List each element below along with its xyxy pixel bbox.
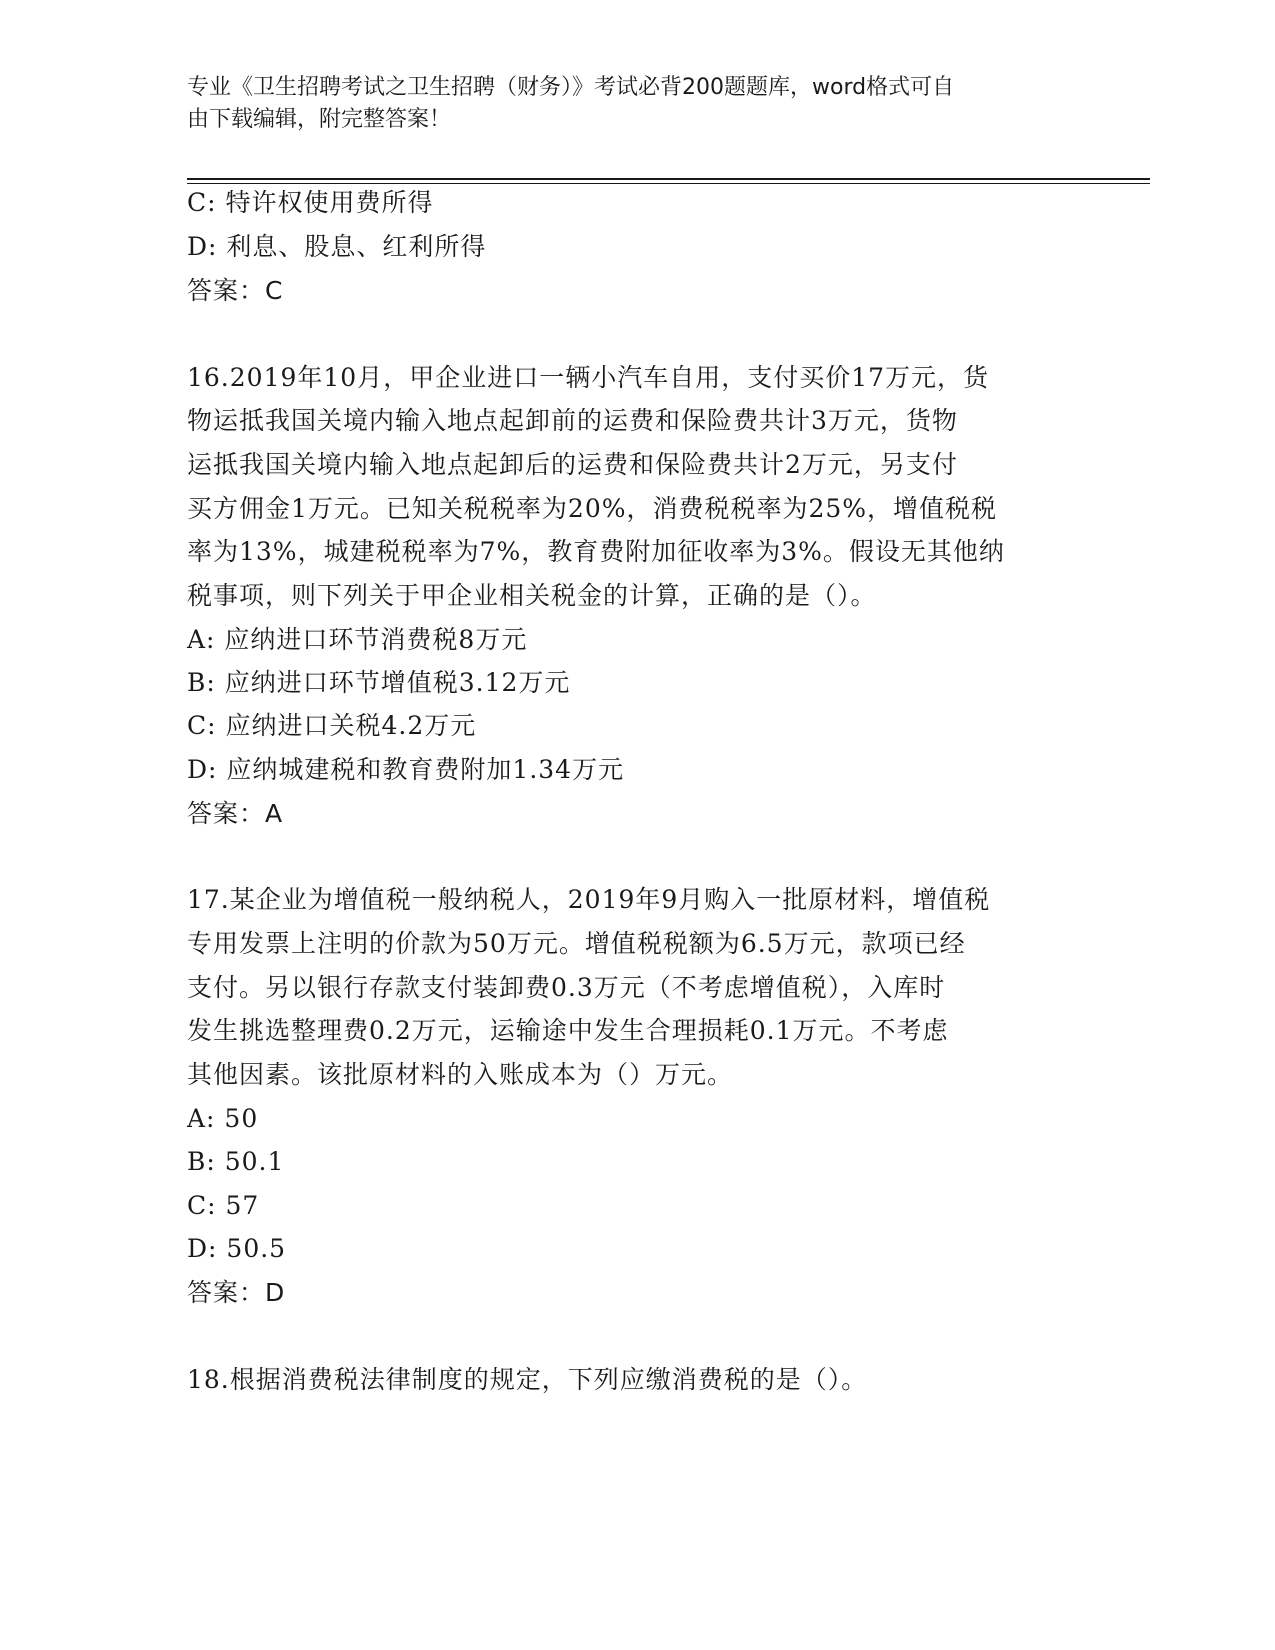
q15-option-c: C: 特许权使用费所得 [187,188,434,217]
q16-line-5: 率为13%，城建税税率为7%，教育费附加征收率为3%。假设无其他纳 [187,537,1005,566]
q16-option-a: A: 应纳进口环节消费税8万元 [187,625,528,654]
q17-answer: 答案：D [187,1278,286,1307]
page-header [187,72,1067,136]
q16-line-6: 税事项，则下列关于甲企业相关税金的计算，正确的是（）。 [187,581,877,610]
q17-line-1: 17.某企业为增值税一般纳税人，2019年9月购入一批原材料，增值税 [187,885,991,914]
q17-option-d: D: 50.5 [187,1234,287,1263]
q16-answer: 答案：A [187,799,284,828]
q17-option-c: C: 57 [187,1191,260,1220]
header-line-1: 专业《卫生招聘考试之卫生招聘（财务）》考试必背200题题库，word格式可自 [187,75,955,100]
q16-line-2: 物运抵我国关境内输入地点起卸前的运费和保险费共计3万元，货物 [187,406,958,435]
q17-line-4: 发生挑选整理费0.2万元，运输途中发生合理损耗0.1万元。不考虑 [187,1016,949,1045]
q16-option-c: C: 应纳进口关税4.2万元 [187,711,477,740]
q16-line-1: 16.2019年10月，甲企业进口一辆小汽车自用，支付买价17万元，货 [187,363,990,392]
q17-line-5: 其他因素。该批原材料的入账成本为（）万元。 [187,1060,734,1089]
q16-line-3: 运抵我国关境内输入地点起卸后的运费和保险费共计2万元，另支付 [187,450,958,479]
q16-line-4: 买方佣金1万元。已知关税税率为20%，消费税税率为25%，增值税税 [187,494,998,523]
q17-line-3: 支付。另以银行存款支付装卸费0.3万元（不考虑增值税），入库时 [187,973,946,1002]
q15-option-d: D: 利息、股息、红利所得 [187,232,487,261]
q17-option-a: A: 50 [187,1104,259,1133]
q18-line-1: 18.根据消费税法律制度的规定，下列应缴消费税的是（）。 [187,1365,868,1394]
header-line-2: 由下载编辑，附完整答案！ [187,107,452,132]
q17-option-b: B: 50.1 [187,1147,285,1176]
q16-option-d: D: 应纳城建税和教育费附加1.34万元 [187,755,625,784]
q15-answer: 答案：C [187,276,284,305]
q17-line-2: 专用发票上注明的价款为50万元。增值税税额为6.5万元，款项已经 [187,929,966,958]
q16-option-b: B: 应纳进口环节增值税3.12万元 [187,668,571,697]
